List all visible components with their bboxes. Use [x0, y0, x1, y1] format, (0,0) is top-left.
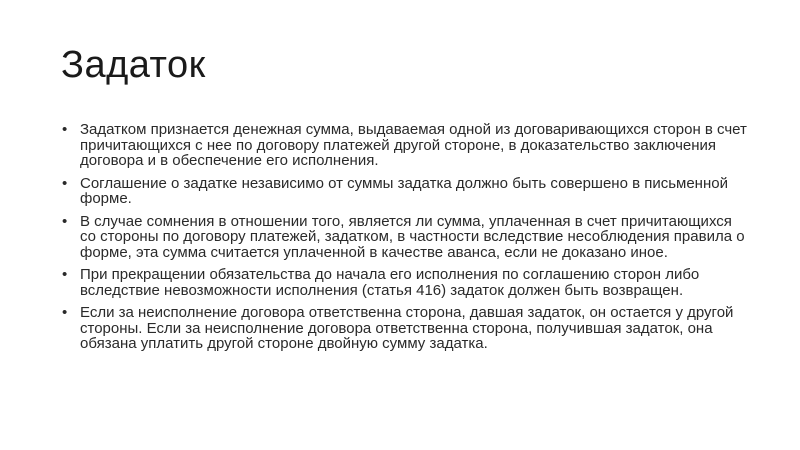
slide-title: Задаток: [61, 44, 206, 86]
bullet-icon: •: [62, 266, 68, 283]
bullet-item: [60, 176, 750, 207]
bullet-text: Задатком признается денежная сумма, выдаваемая одной из договаривающихся сторон в счет причитающихся с нее по договору платежей другой стороне, в доказательство заключения договора и в обеспечение его исполнения.: [80, 121, 747, 169]
bullet-item: [60, 214, 750, 261]
bullet-list: [60, 122, 750, 359]
bullet-icon: •: [62, 174, 68, 192]
bullet-item: [60, 122, 750, 169]
bullet-icon: •: [62, 212, 68, 230]
bullet-text: При прекращении обязательства до начала его исполнения по соглашению сторон либо вследствие невозможности исполнения (статья 416) задаток должен быть возвращен.: [80, 266, 700, 299]
bullet-icon: •: [62, 121, 68, 138]
bullet-text: В случае сомнения в отношении того, является ли сумма, уплаченная в счет причитающихся со стороны по договору платежей, задатком, в частности вследствие несоблюдения правила о форме, эта сумма считается уплаченной в качестве аванса, если не доказано иное.: [80, 212, 745, 261]
bullet-icon: •: [62, 304, 68, 321]
bullet-text: Если за неисполнение договора ответственна сторона, давшая задаток, он остается у другой стороны. Если за неисполнение договора ответственна сторона, получившая задаток, она обязана уплатить другой стороне двойную сумму задатка.: [80, 304, 734, 352]
bullet-item: [60, 267, 750, 298]
bullet-text: Соглашение о задатке независимо от суммы задатка должно быть совершено в письменной форме.: [80, 174, 728, 207]
bullet-item: [60, 305, 750, 352]
